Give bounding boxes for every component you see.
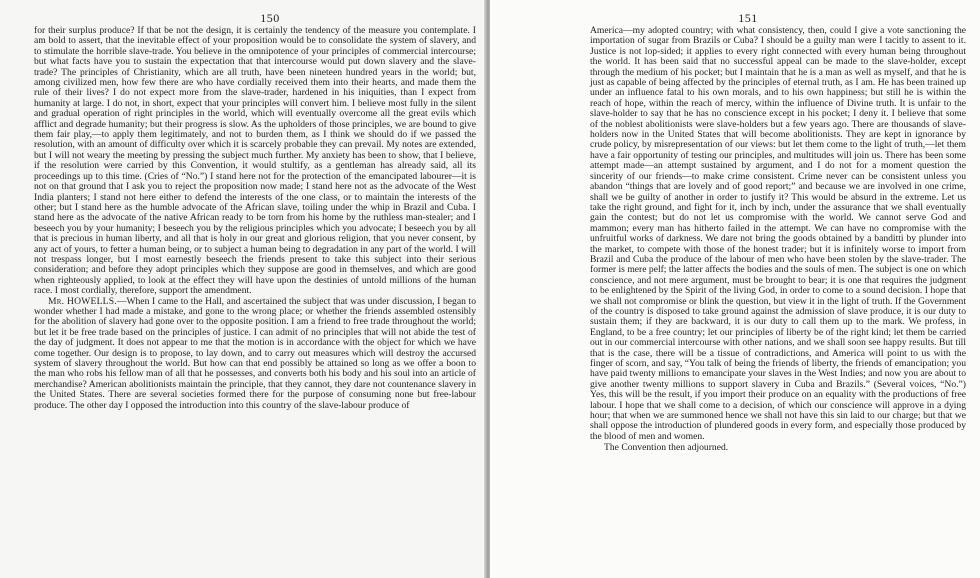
page-number-right: 151 [738, 11, 758, 25]
right-page [490, 0, 980, 578]
howells-speech-paragraph [34, 297, 476, 411]
speaker-name: Mr. HOWELLS. [48, 295, 117, 307]
howells-speech-continuation: America—my adopted country; with what consistency, then, could I give a vote sanctioning the importation of sugar from Brazils or Cuba? I should be a guilty man were I tacitly to assent to it. Justice is not lop-sided; it applies to every right connected with every human being throughout the world. It has been said that no successful appeal can be made to the slave-holder, except through the medium of his pocket; but I maintain that he is a man as well as myself, and that he is just as capable of being affected by the principles of eternal truth, as I am. He has been trained up under an influence fatal to his own morals, and to his own happiness; but still he is within the reach of hope, within the reach of mercy, within the influence of Divine truth. It is unfair to the slave-holder to say that he has no conscience except in his pocket; I deny it. I believe that some of the noblest abolitionists were slave-holders but a few years ago. There are thousands of slave-holders now in the United States that will become abolitionists. They are kept in ignorance by crude policy, by misrepresentation of our views: but let them come to the light of truth,—let them have a fair opportunity of testing our principles, and multitudes will join us. There has been some attempt made—an attempt sustained by argument, and I do not for a moment question the sincerity of our friends—to make crime consistent. Crime never can be consistent unless you abandon “things that are lovely and of good report;” and because we are involved in one crime, shall we be guilty of another in order to justify it? This would be absurd in the extreme. Let us take the right ground, and fight for it, inch by inch, under the assurance that we shall eventually gain the contest; but do not let us compromise with the world. We cannot serve God and mammon; every man has hitherto failed in the attempt. We can have no compromise with the unfruitful works of darkness. We dare not bring the goods obtained by a banditti by plunder into the market, to compete with those of the honest trader; but it is infinitely worse to import from Brazil and Cuba the produce of the labour of men who have been stolen by the slave-trader. The former is mere pelf; the latter affects the bodies and the souls of men. The subject is one on which conscience, and not mere argument, must be brought to bear; it is one that requires the judgment to be enlightened by the Spirit of the living God, in order to come to a sound decision. I hope that we shall not compromise or blink the question, but view it in the light of truth. If the Government of the country is disposed to take ground against the admission of slave produce, it is our duty to sustain them; if they are backward, it is our duty to call them up to the mark. We profess, in England, to be a free country; let our principles of liberty be of the right kind; let them be carried out in our commercial intercourse with other nations, and we shall soon see happy results. But till that is the case, there will be a tissue of contradictions, and America will point to us with the finger of scorn, and say, “You talk of being the friends of liberty, the friends of emancipation; you have paid twenty millions to emancipate your slaves in the West Indies; and now you are about to give another twenty millions to support slavery in Cuba and Brazils.” (Several voices, “No.”) Yes, this will be the result, if you import their produce on an equality with the productions of free labour. I hope that we shall come to a decision, of which our conscience will approve in a dying hour; that when we are summoned hence we shall not have this sin laid to our charge; but that we shall oppose the introduction of plundered goods in every form, and especially those produced by the blood of men and women. [590, 25, 966, 442]
speech-continuation-paragraph: for their surplus produce? If that be not the design, it is certainly the tendency of the measure you contemplate. I am bold to assert, that the inevitable effect of your proposition would be to consolidate the system of slavery, and to stimulate the horrible slave-trade. You believe in the omnipotence of your principles of commercial intercourse; but what facts have you to sustain the expectation that that intercourse would put down slavery and the slave-trade? The principles of Christianity, which are all truth, have been nineteen hundred years in the world; but, among civilized men, how few there are who have cordially received them into their hearts, and made them the rule of their lives? I do not expect more from the slave-trader, hardened in his iniquities, than I expect from humanity at large. I do not, in short, expect that your principles will convert him. I believe most fully in the silent and gradual operation of right principles in the world, which will eventually overcome all the great evils which afflict and degrade humanity; but their progress is slow. As the upholders of those principles, we are bound to give them fair play,—to apply them legitimately, and not to burden them, as I think we should do if we passed the resolution, with an amount of difficulty over which it is scarcely probable they can prevail. My notes are extended, but I will not weary the meeting by pressing the subject much further. My anxiety has been to show, that I believe, if the resolution were carried by this Convention, it would stultify, as a gentleman has already said, all its proceedings up to this time. (Cries of “No.”) I stand here not for the protection of the emancipated labourer—it is not on that ground that I ask you to reject the proposition now made; I stand here not as the advocate of the West India planters; I stand not here either to defend the interests of the one class, or to maintain the interests of the other; but I stand here as the humble advocate of the African slave, toiling under the whip in Brazil and Cuba. I stand here as the advocate of the native African ready to be torn from his home by the ruthless man-stealer; and I beseech you by your humanity; I beseech you by the religious principles which you advocate; I beseech you by all that is precious in human liberty, and all that is holy in our great and glorious religion, that you never consent, by any act of yours, to fetter a human being, or to subject a human being to degradation in any part of the world. I will not trespass longer, but I most earnestly beseech the friends present to take this subject into their serious consideration; and before they adopt principles which they suppose are good in themselves, and which are good when righteously applied, to look at the effect they will have upon the destinies of untold millions of the human race. I most cordially, therefore, support the amendment. [34, 25, 476, 297]
adjournment-line: The Convention then adjourned. [604, 442, 729, 454]
left-page [0, 0, 486, 578]
page-number-left: 150 [260, 11, 280, 25]
howells-speech-text: —When I came to the Hall, and ascertained the subject that was under discussion, I began to wonder whether I had made a mistake, and gone to the wrong place; or whether the friends assembled ostensibly for the abolition of slavery had gone over to the opposite position. I am a friend to free trade throughout the world; but let it be free trade based on the principles of justice. I can admit of no principles that will not abide the test of the day of judgment. It does not appear to me that the motion is in accordance with the object for which we have come together. Our design is to propose, to lay down, and to carry out measures which will destroy the accursed system of slavery throughout the world. But how can that end possibly be attained so long as we offer a boon to the man who robs his fellow man of all that he possesses, and converts both his body and his soul into an article of merchandise? American abolitionists maintain the principle, that they cannot, they dare not countenance slavery in the United States. There are several societies formed there for the purpose of consuming none but free-labour produce. The other day I opposed the introduction into this country of the slave-labour produce of [34, 295, 476, 411]
